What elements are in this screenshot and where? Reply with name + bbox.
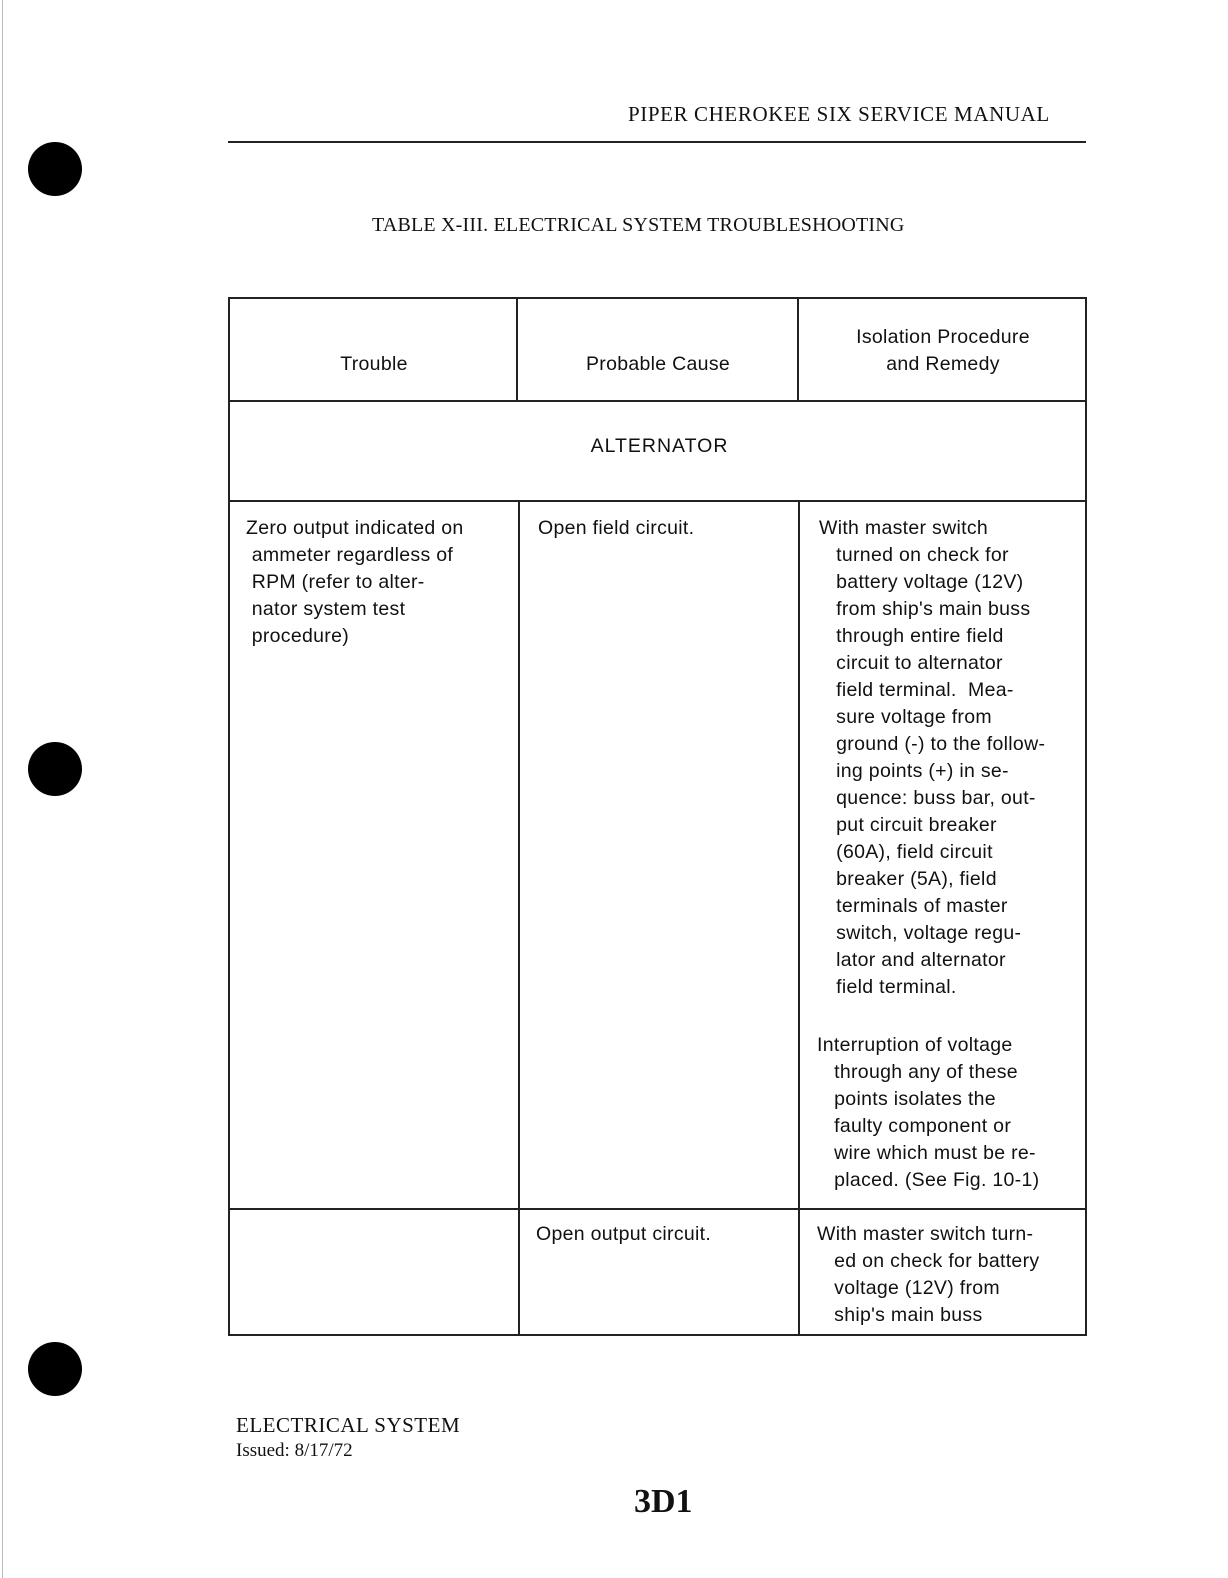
column-header-remedy: Isolation Procedure and Remedy — [856, 326, 1030, 375]
binder-hole-top — [28, 142, 82, 196]
column-divider — [798, 500, 800, 1334]
header-rule — [228, 141, 1086, 143]
table-row-1-remedy: With master switch turned on check for battery voltage (12V) from ship's main buss through entire field circuit to alternator field terminal. Mea- sure voltage from ground (-) to the follow- ing points (+) in se- quence: buss bar, out- put circuit breaker (60A), field circuit breaker (5A), field terminals of master switch, voltage regu- lator and alternator field terminal. — [819, 517, 1046, 998]
table-rule-header — [230, 400, 1085, 402]
page-number: 3D1 — [634, 1483, 693, 1520]
table-row-2-remedy: With master switch turn- ed on check for battery voltage (12V) from ship's main buss — [817, 1223, 1040, 1326]
binder-hole-bottom — [28, 1342, 82, 1396]
table-row-1-remedy-note: Interruption of voltage through any of these points isolates the faulty component or wire which must be re- placed. (See Fig. 10-1) — [817, 1034, 1040, 1191]
manual-title: PIPER CHEROKEE SIX SERVICE MANUAL — [628, 102, 1050, 126]
footer-issued-date: Issued: 8/17/72 — [236, 1440, 353, 1461]
scan-edge-mark — [2, 0, 3, 1578]
column-divider — [518, 500, 520, 1334]
table-row-1-cause: Open field circuit. — [538, 517, 695, 539]
table-row-1-trouble: Zero output indicated on ammeter regardless of RPM (refer to alter- nator system test procedure) — [246, 517, 464, 647]
table-row-2-cause: Open output circuit. — [536, 1223, 712, 1245]
troubleshooting-table — [228, 297, 1087, 1336]
column-header-probable-cause: Probable Cause — [585, 353, 731, 375]
column-header-trouble: Trouble — [340, 353, 408, 375]
table-rule-section — [230, 500, 1085, 502]
footer-section-name: ELECTRICAL SYSTEM — [236, 1413, 461, 1437]
binder-hole-middle — [28, 742, 82, 796]
table-rule-row — [230, 1208, 1085, 1210]
table-title: TABLE X-III. ELECTRICAL SYSTEM TROUBLESHOOTING — [372, 214, 905, 236]
section-heading: ALTERNATOR — [590, 435, 729, 457]
